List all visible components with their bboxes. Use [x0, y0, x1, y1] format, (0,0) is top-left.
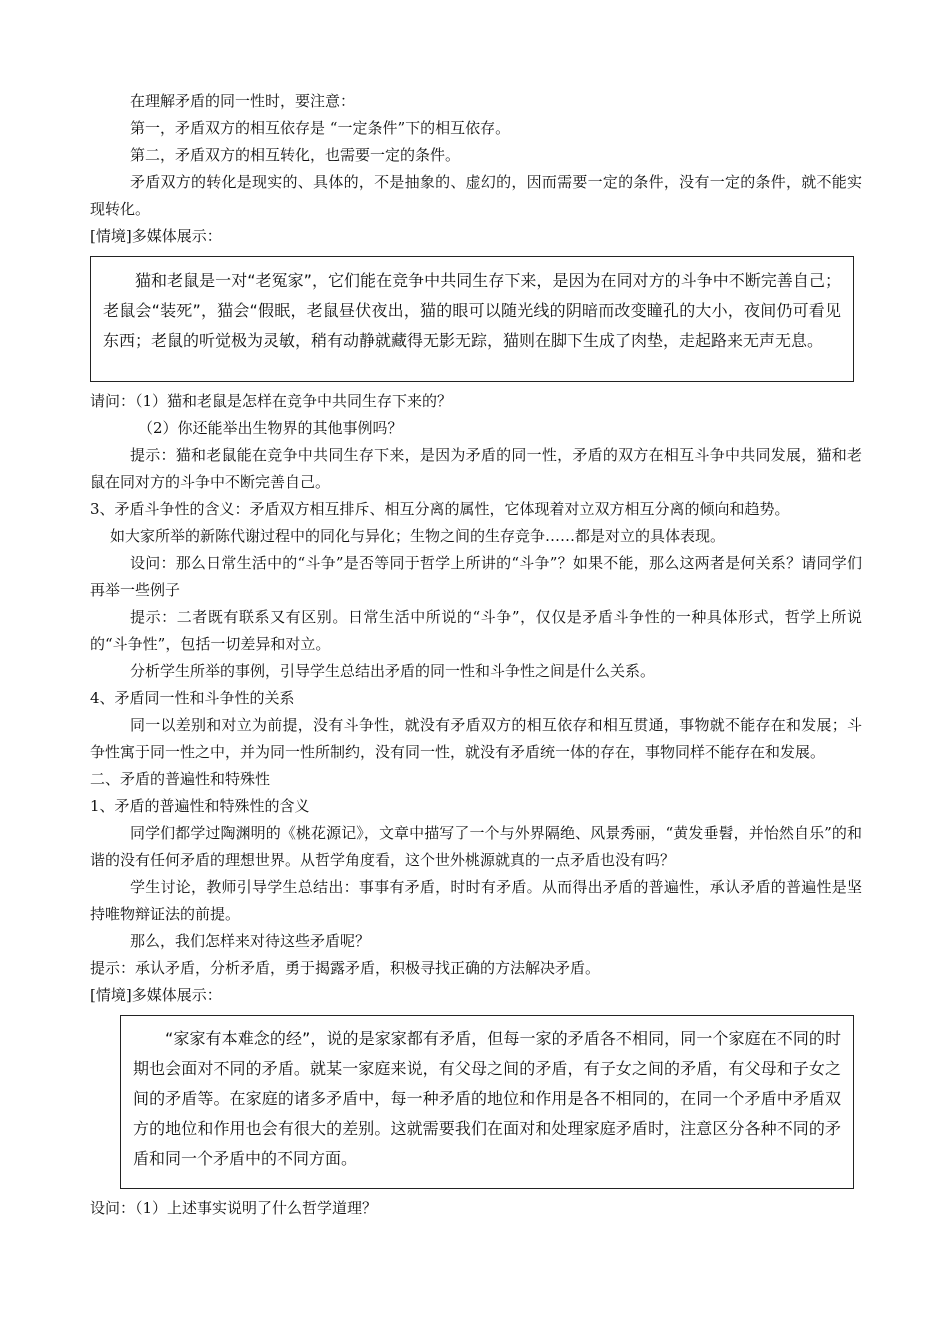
question: （2）你还能举出生物界的其他事例吗？	[138, 419, 403, 437]
section-heading: 4、矛盾同一性和斗争性的关系	[90, 689, 295, 707]
paragraph: 分析学生所举的事例，引导学生总结出矛盾的同一性和斗争性之间是什么关系。	[130, 662, 656, 680]
paragraph: 学生讨论，教师引导学生总结出：事事有矛盾，时时有矛盾。从而得出矛盾的普遍性，承认矛盾的普遍性是坚持唯物辩证法的前提。	[90, 878, 862, 923]
question: 设问：那么日常生活中的“斗争”是否等同于哲学上所讲的“斗争”？如果不能，那么这两者是何关系？请同学们再举一些例子	[90, 554, 862, 599]
paragraph: 如大家所举的新陈代谢过程中的同化与异化；生物之间的生存竞争……都是对立的具体表现。	[110, 527, 726, 545]
paragraph: 同一以差别和对立为前提，没有斗争性，就没有矛盾双方的相互依存和相互贯通，事物就不能存在和发展；斗争性寓于同一性之中，并为同一性所制约，没有同一性，就没有矛盾统一体的存在，事物同样不能存在和发展。	[90, 716, 862, 761]
section-heading: 3、矛盾斗争性的含义：矛盾双方相互排斥、相互分离的属性，它体现着对立双方相互分离的倾向和趋势。	[90, 500, 790, 518]
scenario-text: “家家有本难念的经”，说的是家家都有矛盾，但每一家的矛盾各不相同，同一个家庭在不同的时期也会面对不同的矛盾。就某一家庭来说，有父母之间的矛盾，有子女之间的矛盾，有父母和子女之间的矛盾等。在家庭的诸多矛盾中，每一种矛盾的地位和作用是各不相同的，在同一个矛盾中矛盾双方的地位和作用也会有很大的差别。这就需要我们在面对和处理家庭矛盾时，注意区分各种不同的矛盾和同一个矛盾中的不同方面。	[133, 1029, 841, 1168]
hint-paragraph: 提示：二者既有联系又有区别。日常生活中所说的“斗争”，仅仅是矛盾斗争性的一种具体形式，哲学上所说的“斗争性”，包括一切差异和对立。	[90, 608, 862, 653]
question: 请问：（1）猫和老鼠是怎样在竞争中共同生存下来的？	[90, 392, 453, 410]
scenario-label: [情境]多媒体展示：	[90, 227, 222, 245]
question: 那么，我们怎样来对待这些矛盾呢？	[130, 932, 371, 950]
scenario-label: [情境]多媒体展示：	[90, 986, 222, 1004]
scenario-box-cat-mouse	[90, 256, 854, 382]
paragraph: 第一，矛盾双方的相互依存是 “一定条件”下的相互依存。	[130, 119, 511, 137]
paragraph: 第二，矛盾双方的相互转化，也需要一定的条件。	[130, 146, 461, 164]
scenario-box-family	[120, 1015, 854, 1189]
document-page	[90, 88, 862, 1222]
scenario-text: 猫和老鼠是一对“老冤家”，它们能在竞争中共同生存下来，是因为在同对方的斗争中不断完善自己；老鼠会“装死”，猫会“假眠，老鼠昼伏夜出，猫的眼可以随光线的阴暗而改变瞳孔的大小，夜间仍可看见东西；老鼠的听觉极为灵敏，稍有动静就藏得无影无踪，猫则在脚下生成了肉垫，走起路来无声无息。	[103, 271, 841, 350]
paragraph: 矛盾双方的转化是现实的、具体的，不是抽象的、虚幻的，因而需要一定的条件，没有一定的条件，就不能实现转化。	[90, 173, 862, 218]
section-heading: 二、矛盾的普遍性和特殊性	[90, 770, 271, 788]
hint-paragraph: 提示：猫和老鼠能在竞争中共同生存下来，是因为矛盾的同一性，矛盾的双方在相互斗争中共同发展，猫和老鼠在同对方的斗争中不断完善自己。	[90, 446, 862, 491]
section-heading: 1、矛盾的普遍性和特殊性的含义	[90, 797, 310, 815]
paragraph: 在理解矛盾的同一性时，要注意：	[130, 92, 356, 110]
paragraph: 同学们都学过陶渊明的《桃花源记》，文章中描写了一个与外界隔绝、风景秀丽，“黄发垂髫，并怡然自乐”的和谐的没有任何矛盾的理想世界。从哲学角度看，这个世外桃源就真的一点矛盾也没有吗？	[90, 824, 862, 869]
question: 设问：（1）上述事实说明了什么哲学道理？	[90, 1199, 378, 1217]
hint-paragraph: 提示：承认矛盾，分析矛盾，勇于揭露矛盾，积极寻找正确的方法解决矛盾。	[90, 959, 601, 977]
